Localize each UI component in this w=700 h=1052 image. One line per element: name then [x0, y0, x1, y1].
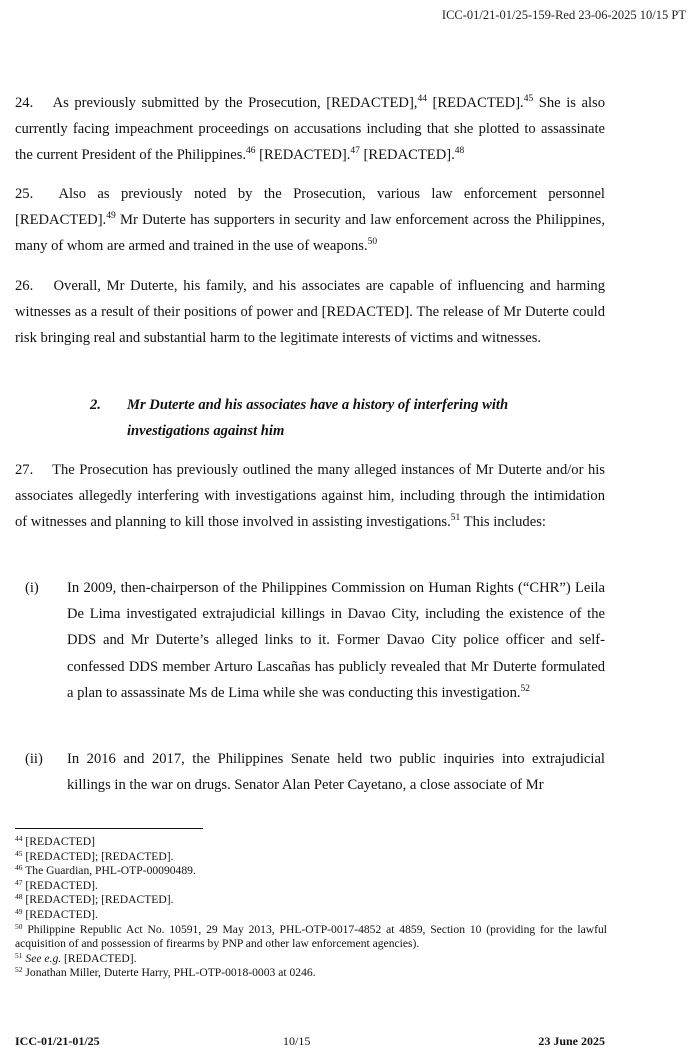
paragraph-25-text-1: 25. Also as previously noted by the Prosecution, various law enforcement personnel [REDACTED]. — [15, 186, 605, 229]
footnote-text: Philippine Republic Act No. 10591, 29 May 2013, PHL-OTP-0017-4852 at 4859, Section 10 (providing for the lawful acquisition of and possession of firearms by PNP and other law enforcement agencies). — [15, 922, 607, 951]
section-heading-2 — [90, 392, 605, 444]
footnote-text: [REDACTED]. — [61, 951, 137, 965]
paragraph-24-text-5: [REDACTED]. — [359, 147, 455, 164]
footnote-italic-text: See e.g. — [25, 951, 62, 965]
footer-date: 23 June 2025 — [538, 1034, 605, 1048]
footnote-ref-48[interactable]: 48 — [454, 146, 465, 157]
footnote-text: [REDACTED] — [22, 835, 95, 848]
footnote-number: 49 — [15, 906, 23, 916]
section-heading-number: 2. — [90, 397, 101, 413]
footnote-text: The Guardian, PHL-OTP-00090489. — [22, 864, 196, 878]
footnote-50 — [15, 923, 607, 952]
document-reference-header: ICC-01/21-01/25-159-Red 23-06-2025 10/15 PT — [441, 8, 686, 22]
footnote-47 — [15, 879, 607, 894]
paragraph-24-text-4: [REDACTED]. — [255, 147, 351, 164]
paragraph-26 — [15, 273, 605, 352]
list-item-i-label: (i) — [25, 580, 39, 596]
footnote-text: Jonathan Miller, Duterte Harry, PHL-OTP-0018-0003 at 0246. — [22, 966, 316, 980]
footnote-number: 44 — [15, 834, 23, 843]
list-item-i — [15, 575, 605, 706]
paragraph-24 — [15, 90, 605, 169]
footnote-ref-47[interactable]: 47 — [350, 146, 360, 157]
footnote-ref-45[interactable]: 45 — [523, 94, 534, 104]
paragraph-26-text: 26. Overall, Mr Duterte, his family, and his associates are capable of influencing and harming witnesses as a result of their positions of power and [REDACTED]. The release of Mr Duterte could risk bringing real and substantial harm to the legitimate interests of victims and witnesses. — [15, 278, 605, 347]
footnote-text: [REDACTED]. — [22, 878, 98, 892]
paragraph-27-text-1: 27. The Prosecution has previously outlined the many alleged instances of Mr Duterte and/or his associates allegedly interfering with investigations against him, including through the intimidation of witnesses and planning to kill those involved in assisting investigations. — [15, 462, 605, 531]
footnote-ref-51[interactable]: 51 — [450, 513, 461, 524]
footnote-52 — [15, 966, 607, 981]
footnotes — [15, 835, 607, 981]
list-item-i-text: In 2009, then-chairperson of the Philippines Commission on Human Rights (“CHR”) Leila De Lima investigated extrajudicial killings in Davao City, including the existence of the DDS and Mr Duterte’s alleged links to it. Former Davao City police officer and self-confessed DDS member Arturo Lascañas has publicly revealed that Mr Duterte formulated a plan to assassinate Ms de Lima while she was conducting this investigation. — [67, 580, 605, 701]
paragraph-27-text-2: This includes: — [460, 514, 546, 531]
footnote-ref-52[interactable]: 52 — [520, 683, 531, 694]
footnote-46 — [15, 864, 607, 879]
footnote-44 — [15, 835, 607, 850]
footnote-number: 46 — [15, 863, 23, 873]
footer-case-number: ICC-01/21-01/25 — [15, 1034, 100, 1048]
footnote-45 — [15, 850, 607, 865]
paragraph-25-text-2: Mr Duterte has supporters in security and law enforcement across the Philippines, many of whom are armed and trained in the use of weapons. — [15, 212, 605, 255]
footnote-text: [REDACTED]. — [22, 907, 98, 921]
section-heading-line-2: investigations against him — [127, 423, 285, 440]
footer-page-number: 10/15 — [283, 1034, 311, 1048]
footnote-number: 51 — [15, 950, 23, 960]
footnote-text: [REDACTED]; [REDACTED]. — [22, 849, 174, 863]
paragraph-24-text-3: She is also currently facing impeachment proceedings on accusations including that she plotted to assassinate the current President of the Philippines. — [15, 95, 605, 164]
footnote-51 — [15, 952, 607, 967]
footnote-number: 50 — [15, 921, 23, 931]
list-item-ii — [15, 746, 605, 798]
footnote-48 — [15, 893, 607, 908]
footnote-ref-50[interactable]: 50 — [367, 237, 378, 248]
footnote-ref-46[interactable]: 46 — [246, 146, 256, 157]
footnote-number: 47 — [15, 877, 23, 887]
list-item-ii-label: (ii) — [25, 751, 43, 767]
footnote-49 — [15, 908, 607, 923]
footnote-ref-44[interactable]: 44 — [417, 94, 427, 104]
paragraph-27 — [15, 457, 605, 536]
footnote-number: 52 — [15, 965, 23, 975]
paragraph-24-text-1: 24. As previously submitted by the Prosecution, [REDACTED], — [15, 95, 418, 111]
footnote-number: 48 — [15, 892, 23, 902]
footnote-ref-49[interactable]: 49 — [106, 211, 116, 222]
list-item-ii-text: In 2016 and 2017, the Philippines Senate held two public inquiries into extrajudicial killings in the war on drugs. Senator Alan Peter Cayetano, a close associate of Mr — [67, 751, 605, 794]
paragraph-24-text-2: [REDACTED]. — [426, 95, 524, 111]
footnote-text: [REDACTED]; [REDACTED]. — [22, 893, 174, 907]
paragraph-25 — [15, 181, 605, 260]
footnote-separator — [15, 828, 203, 829]
section-heading-line-1: Mr Duterte and his associates have a history of interfering with — [127, 397, 509, 413]
footnote-number: 45 — [15, 848, 23, 858]
